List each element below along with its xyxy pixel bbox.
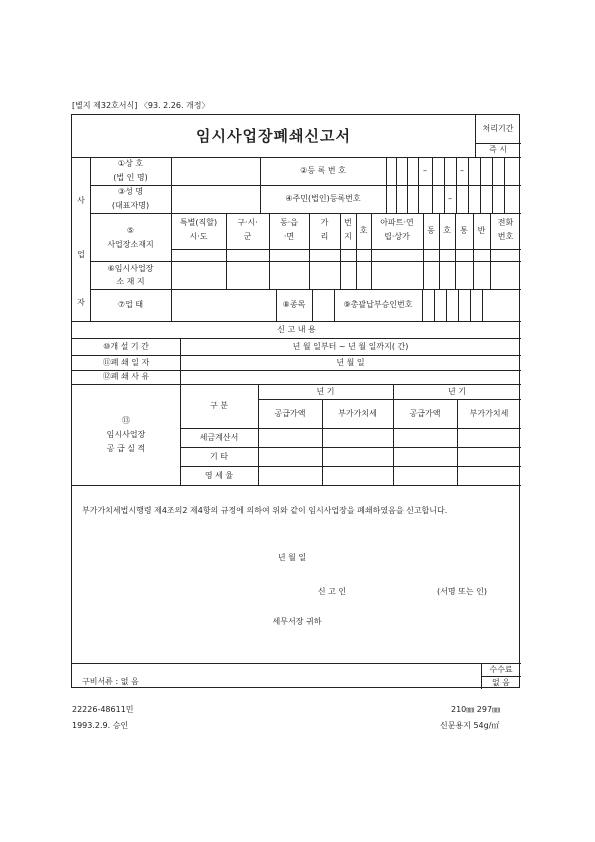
addr-header-dong: 동 [427, 226, 435, 235]
business-type-label: ⑦업 태 [117, 300, 144, 309]
addr-header-apt-2: 립·상가 [384, 232, 410, 241]
fee-value: 없 음 [492, 677, 510, 687]
addr-header-town: 동·읍 [280, 218, 298, 227]
resident-no-dash: – [448, 194, 452, 203]
approval-date: 1993.2.9. 승인 [72, 721, 129, 730]
item-label: ⑧종목 [282, 300, 306, 309]
resident-no-label: ④주민(법인)등록번호 [285, 194, 361, 203]
closing-date-label: ⑪폐 쇄 일 자 [102, 357, 150, 367]
supply-value-header-2: 공급가액 [409, 408, 441, 418]
trade-name-label: ①상 호 [117, 159, 144, 168]
addr-header-town-2: ·면 [283, 232, 295, 241]
processing-period-value: 즉 시 [489, 145, 507, 154]
required-documents: 구비서류 : 없 음 [82, 677, 139, 686]
paper-size: 210㎜ 297㎜ [451, 705, 501, 714]
corp-name-label: (법 인 명) [113, 173, 148, 182]
addr-header-tong: 통 [460, 226, 468, 235]
performance-label: 임시사업장 [106, 430, 146, 439]
addr-header-ri: 가 [320, 218, 329, 227]
year-header-1: 년 기 [316, 386, 335, 396]
addr-header-ban: 반 [477, 226, 486, 235]
vat-header-1: 부가가치세 [338, 408, 377, 418]
paper-type: 신문용지 54g/㎡ [440, 721, 500, 730]
sign-date: 년 월 일 [277, 553, 307, 562]
opening-period-value: 년 월 일부터 ~ 년 월 일까지( 간) [292, 341, 409, 351]
row-tax-invoice: 세금계산서 [199, 432, 239, 442]
temp-location-label-2: 소 재 지 [116, 277, 145, 286]
addr-header-province: 특별(직할) [179, 218, 218, 227]
report-form [71, 114, 520, 688]
form-number: [별지 제32호서식] 〈93. 2.26. 개정〉 [72, 101, 210, 110]
section-label-1: 사 [77, 196, 85, 205]
category-label: 구 분 [210, 401, 228, 410]
addr-header-district: 구·시· [237, 218, 258, 227]
location-number: ⑤ [126, 226, 135, 235]
statement-text: 부가가치세법시행령 제4조의2 제4항의 규정에 의하여 위와 같이 임시사업장을 폐쇄하였음을 신고합니다. [82, 506, 448, 515]
approval-no-label: ⑨총괄납부승인번호 [343, 300, 413, 309]
performance-label-2: 공 급 실 적 [106, 444, 146, 453]
reg-no-dash-2: – [460, 166, 464, 175]
row-zero-rate: 영 세 율 [204, 470, 234, 480]
closing-reason-label: ⑫폐 쇄 사 유 [102, 372, 150, 381]
processing-period-label: 처리기간 [482, 124, 514, 133]
performance-number: ⑬ [122, 416, 130, 425]
addr-header-unit: 호 [443, 226, 451, 235]
representative-label: (대표자명) [111, 201, 150, 210]
section-label-2: 업 [77, 250, 85, 259]
addr-header-province-2: 시·도 [189, 232, 208, 241]
reg-no-label: ②등 록 번 호 [300, 166, 346, 175]
temp-location-label: ⑥임시사업장 [107, 264, 154, 273]
closing-date-value: 년 월 일 [336, 357, 365, 367]
addressee: 세무서장 귀하 [272, 617, 322, 626]
year-header-2: 년 기 [448, 386, 466, 396]
addr-header-phone-2: 번호 [497, 232, 514, 241]
form-code: 22226-48611민 [72, 705, 134, 714]
addr-header-district-2: 군 [243, 232, 252, 241]
addr-header-ho: 호 [359, 226, 368, 235]
addr-header-apt: 아파트·연 [380, 218, 414, 227]
location-label: 사업장소재지 [107, 240, 154, 249]
opening-period-label: ⑩개 설 기 간 [103, 341, 149, 351]
name-label: ③성 명 [117, 187, 144, 196]
reg-no-dash-1: – [423, 166, 427, 175]
addr-header-phone: 전화 [497, 218, 514, 227]
section-label-3: 자 [77, 298, 85, 307]
sign-note: (서명 또는 인) [437, 587, 487, 596]
vat-header-2: 부가가치세 [469, 408, 509, 418]
form-title: 임시사업장폐쇄신고서 [196, 127, 351, 145]
addr-header-lot: 번 [344, 218, 352, 227]
addr-header-lot-2: 지 [344, 232, 352, 241]
report-section-title: 신 고 내 용 [277, 324, 316, 334]
row-other: 기 타 [210, 451, 228, 461]
reporter-label: 신 고 인 [317, 587, 347, 596]
addr-header-ri-2: 리 [320, 232, 329, 241]
fee-label: 수수료 [489, 664, 513, 674]
supply-value-header-1: 공급가액 [274, 408, 306, 418]
